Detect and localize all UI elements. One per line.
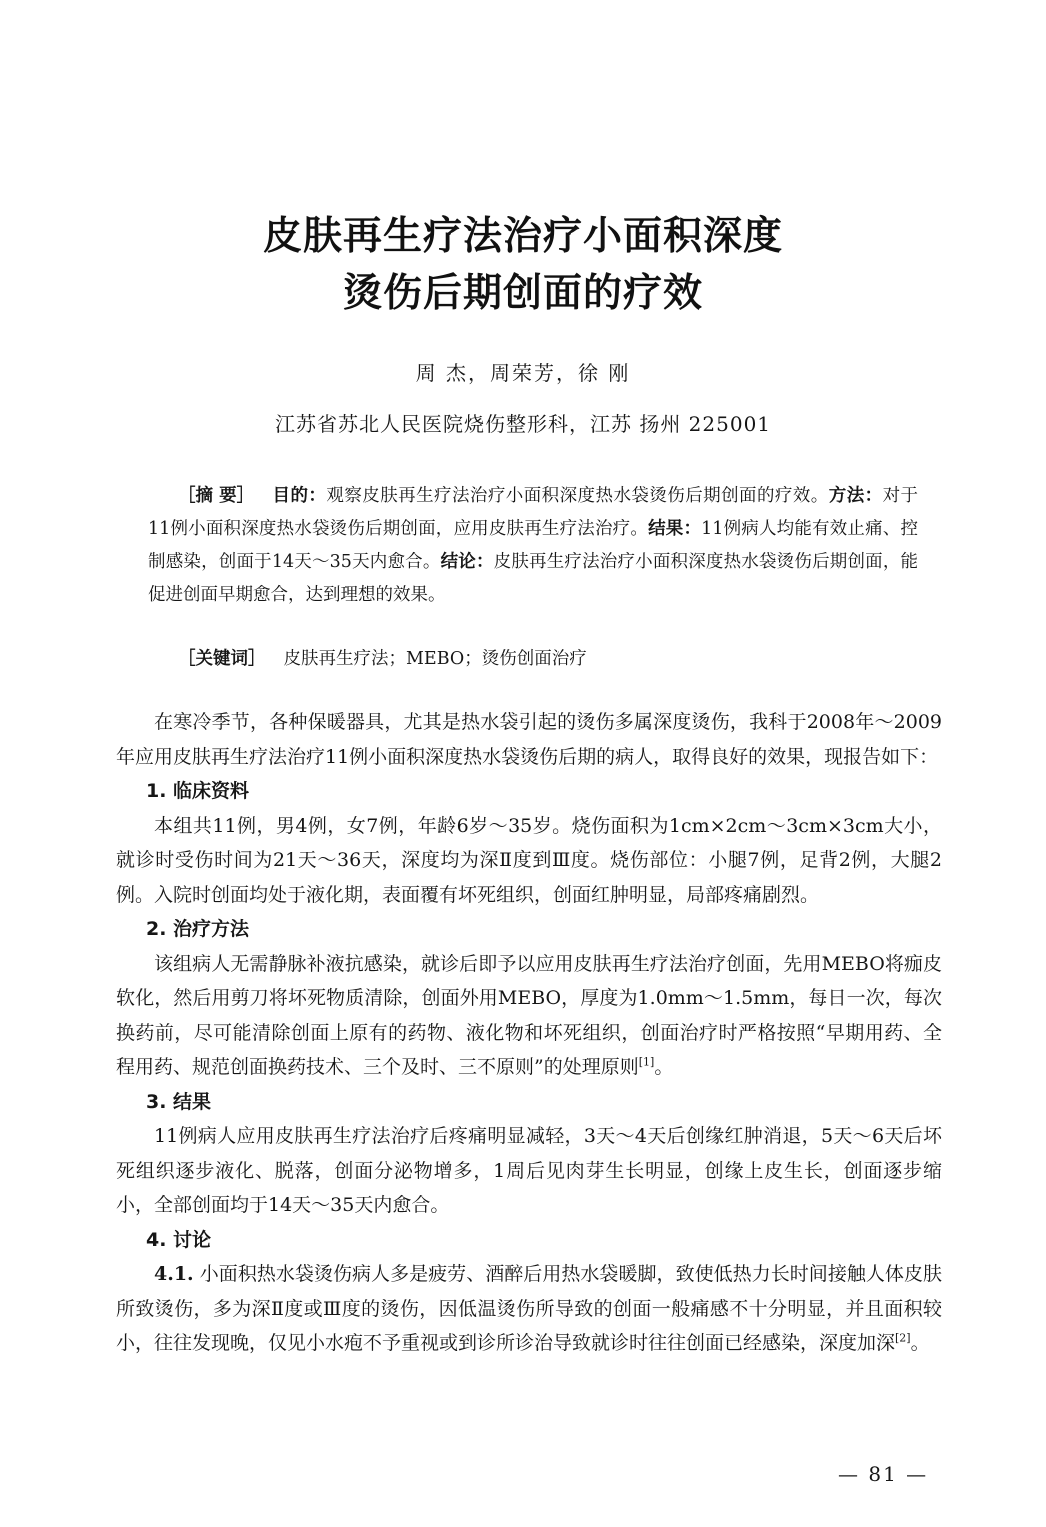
method-text: 对于11例小面积深度热水袋烫伤后期创面，应用皮肤再生疗法治疗。	[148, 486, 919, 539]
section-heading-2: 2. 治疗方法	[146, 918, 250, 940]
section-3-paragraph: 11例病人应用皮肤再生疗法治疗后疼痛明显减轻，3天～4天后创缘红肿消退，5天～6天后坏死组织逐步液化、脱落，创面分泌物增多，1周后见肉芽生长明显，创缘上皮生长，创面逐步缩小，全部创面均于14天～35天内愈合。	[116, 1125, 942, 1216]
objective-text: 观察皮肤再生疗法治疗小面积深度热水袋烫伤后期创面的疗效。	[326, 486, 829, 506]
article-title-line-1: 皮肤再生疗法治疗小面积深度	[262, 214, 783, 259]
citation-2: [2]	[895, 1331, 911, 1345]
subsection-number: 4.1.	[154, 1263, 194, 1285]
section-4-text: 小面积热水袋烫伤病人多是疲劳、酒醉后用热水袋暖脚，致使低热力长时间接触人体皮肤所致烫伤，多为深Ⅱ度或Ⅲ度的烫伤，因低温烫伤所导致的创面一般痛感不十分明显，并且面积较小，往往发现晚，仅见小水疱不予重视或到诊所诊治导致就诊时往往创面已经感染，深度加深	[116, 1263, 942, 1354]
article-title-line-2: 烫伤后期创面的疗效	[342, 271, 703, 316]
objective-label: 目的：	[272, 486, 327, 506]
abstract	[148, 480, 918, 612]
result-label: 结果：	[648, 519, 702, 539]
section-heading-4: 4. 讨论	[146, 1228, 212, 1251]
section-heading-3: 3. 结果	[146, 1090, 212, 1113]
page-number: — 81 —	[838, 1462, 929, 1486]
result-text: 11例病人均能有效止痛、控制感染，创面于14天～35天内愈合。	[148, 519, 918, 572]
section-4-paragraph	[116, 1257, 942, 1361]
method-label: 方法：	[828, 486, 883, 506]
abstract-tag: ［摘 要］	[178, 486, 255, 506]
keywords	[148, 643, 918, 676]
keywords-tag: ［关键词］	[178, 649, 266, 669]
intro-paragraph: 在寒冷季节，各种保暖器具，尤其是热水袋引起的烫伤多属深度烫伤，我科于2008年～2009年应用皮肤再生疗法治疗11例小面积深度热水袋烫伤后期的病人，取得良好的效果，现报告如下：	[116, 711, 942, 768]
article-body	[116, 705, 942, 1361]
conclusion-label: 结论：	[440, 552, 494, 572]
affiliation: 江苏省苏北人民医院烧伤整形科，江苏 扬州 225001	[274, 412, 772, 436]
section-2-end: 。	[654, 1056, 674, 1078]
section-2-text: 该组病人无需静脉补液抗感染，就诊后即予以应用皮肤再生疗法治疗创面，先用MEBO将痂皮软化，然后用剪刀将坏死物质清除，创面外用MEBO，厚度为1.0mm～1.5mm，每日一次，每次换药前，尽可能清除创面上原有的药物、液化物和坏死组织，创面治疗时严格按照“早期用药、全程用药、规范创面换药技术、三个及时、三不原则”的处理原则	[116, 952, 942, 1078]
keywords-text: 皮肤再生疗法；MEBO；烫伤创面治疗	[283, 649, 587, 669]
section-heading-1: 1. 临床资料	[146, 780, 250, 802]
section-2-paragraph	[116, 947, 942, 1085]
citation-1: [1]	[638, 1055, 655, 1069]
author-list: 周 杰，周荣芳，徐 刚	[415, 361, 631, 385]
section-4-end: 。	[910, 1332, 930, 1354]
section-1-paragraph: 本组共11例，男4例，女7例，年龄6岁～35岁。烧伤面积为1cm×2cm～3cm×3cm大小，就诊时受伤时间为21天～36天，深度均为深Ⅱ度到Ⅲ度。烧伤部位：小腿7例，足背2例，大腿2例。入院时创面均处于液化期，表面覆有坏死组织，创面红肿明显，局部疼痛剧烈。	[116, 814, 942, 906]
conclusion-text: 皮肤再生疗法治疗小面积深度热水袋烫伤后期创面，能促进创面早期愈合，达到理想的效果。	[148, 552, 919, 605]
